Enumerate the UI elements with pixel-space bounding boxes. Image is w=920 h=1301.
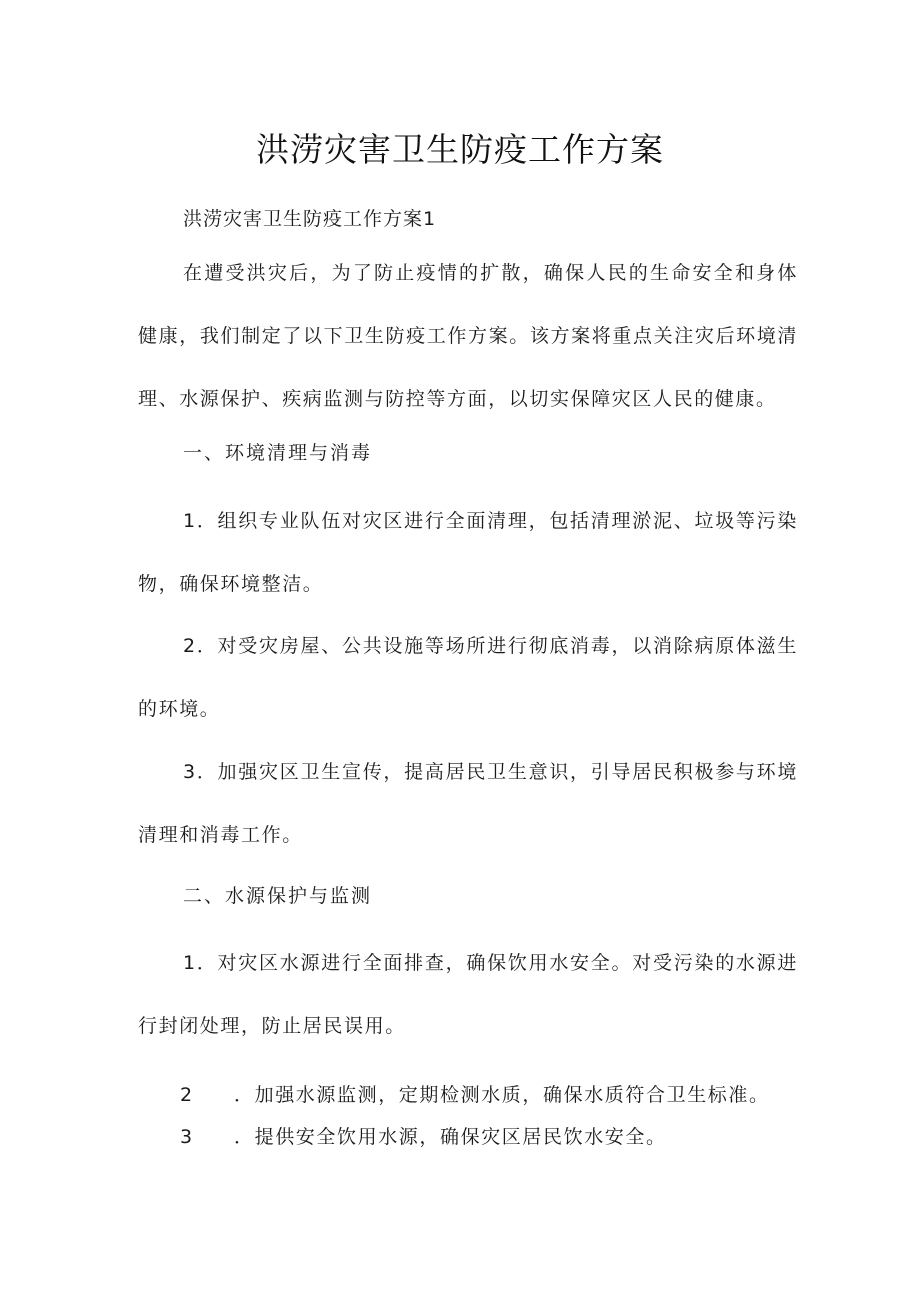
section1-item-2: 2．对受灾房屋、公共设施等场所进行彻底消毒，以消除病原体滋生的环境。 <box>138 635 798 720</box>
section1-item-3: 3．加强灾区卫生宣传，提高居民卫生意识，引导居民积极参与环境清理和消毒工作。 <box>138 761 798 846</box>
intro-paragraph: 在遭受洪灾后，为了防止疫情的扩散，确保人民的生命安全和身体健康，我们制定了以下卫生防疫工作方案。该方案将重点关注灾后环境清理、水源保护、疾病监测与防控等方面，以切实保障灾区人民的健康。 <box>138 262 798 410</box>
section2-item-3 <box>180 1122 667 1152</box>
section2-item-1: 1．对灾区水源进行全面排查，确保饮用水安全。对受污染的水源进行封闭处理，防止居民误用。 <box>138 952 798 1037</box>
document-title: 洪涝灾害卫生防疫工作方案 <box>256 130 664 169</box>
item-text: ．提供安全饮用水源，确保灾区居民饮水安全。 <box>234 1126 667 1148</box>
section2-item-2 <box>180 1080 770 1110</box>
item-number: 2 <box>180 1084 194 1106</box>
section-heading-environment: 一、环境清理与消毒 <box>183 442 373 464</box>
item-text: ．加强水源监测，定期检测水质，确保水质符合卫生标准。 <box>234 1084 770 1106</box>
item-number: 3 <box>180 1126 194 1148</box>
document-subtitle: 洪涝灾害卫生防疫工作方案1 <box>183 208 437 230</box>
section1-item-1: 1．组织专业队伍对灾区进行全面清理，包括清理淤泥、垃圾等污染物，确保环境整洁。 <box>138 510 798 595</box>
section-heading-water: 二、水源保护与监测 <box>183 885 373 907</box>
